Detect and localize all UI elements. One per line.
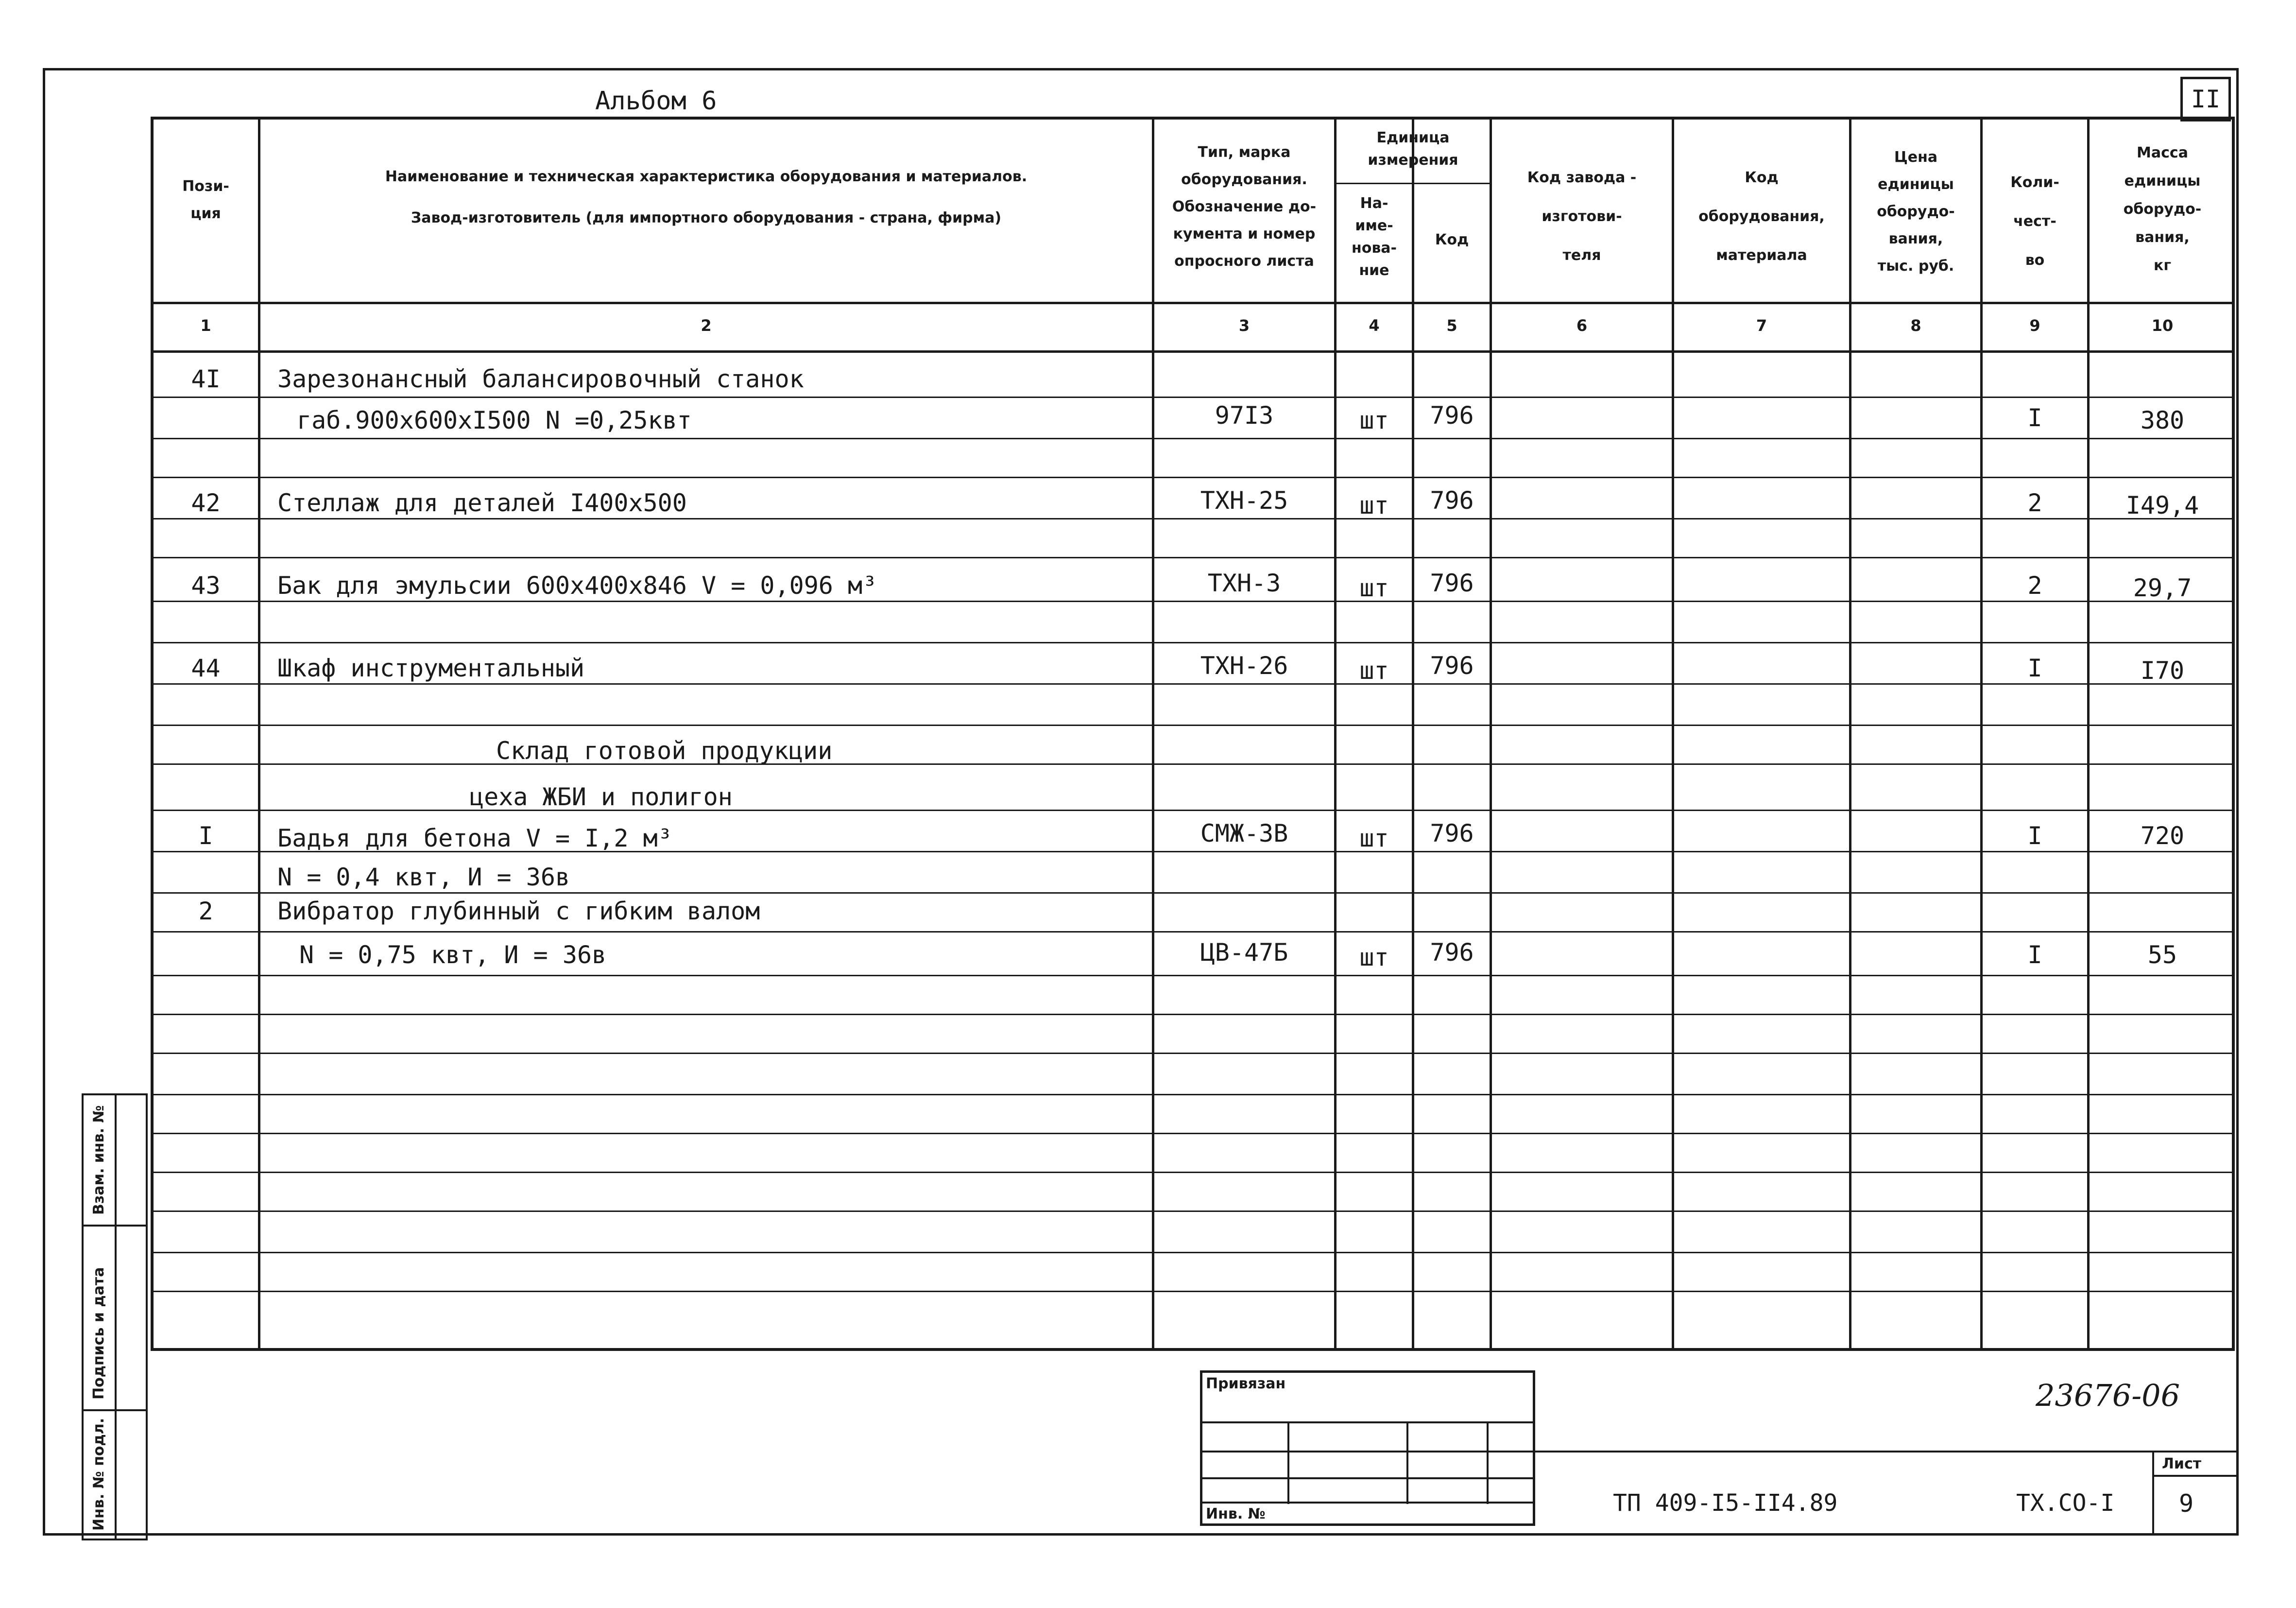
header-type: Тип, марка оборудования. Обозначение до- кумента и номер опросного листа bbox=[1172, 144, 1317, 270]
col-line-4 bbox=[1412, 120, 1414, 1351]
row-grid-line-10 bbox=[154, 810, 2235, 811]
header-quantity: Коли- чест- во bbox=[2010, 174, 2059, 269]
stamp-line-1 bbox=[1200, 1421, 1535, 1423]
row-3-mass: 29,7 bbox=[2133, 574, 2192, 602]
header-unit: Единица измерения bbox=[1368, 129, 1458, 169]
stamp-vline-3 bbox=[1487, 1421, 1489, 1504]
row-10-name: N = 0,75 квт, И = 36в bbox=[299, 941, 607, 969]
stamp-vline-1 bbox=[1287, 1421, 1289, 1504]
header-factory-code: Код завода - изготови- теля bbox=[1527, 169, 1637, 264]
colnum-4: 4 bbox=[1369, 316, 1380, 335]
row-4-qty: I bbox=[2027, 654, 2042, 682]
col-line-1 bbox=[258, 120, 260, 1351]
side-label-inv-podl: Инв. № подл. bbox=[90, 1418, 107, 1531]
row-1-type: 97I3 bbox=[1215, 401, 1274, 430]
row-grid-line-20 bbox=[154, 1210, 2235, 1212]
stamp-sheet-label: Лист bbox=[2162, 1455, 2202, 1472]
colnum-2: 2 bbox=[701, 316, 712, 335]
row-10-qty: I bbox=[2027, 941, 2042, 969]
col-line-7 bbox=[1849, 120, 1851, 1351]
row-grid-line-9 bbox=[154, 763, 2235, 765]
row-10-mass: 55 bbox=[2147, 941, 2177, 969]
side-label-podpis: Подпись и дата bbox=[90, 1267, 107, 1400]
row-7-name: Бадья для бетона V = I,2 м³ bbox=[277, 824, 672, 852]
row-grid-line-22 bbox=[154, 1291, 2235, 1292]
row-4-name: Шкаф инструментальный bbox=[277, 654, 585, 682]
colnum-6: 6 bbox=[1576, 316, 1588, 335]
row-2-pos: 42 bbox=[191, 489, 221, 517]
row-grid-line-7 bbox=[154, 683, 2235, 685]
side-label-vzam: Взам. инв. № bbox=[90, 1105, 107, 1215]
stamp-line-4 bbox=[1200, 1502, 1535, 1504]
colnum-1: 1 bbox=[200, 316, 211, 335]
row-9-pos: 2 bbox=[198, 897, 213, 925]
row-10-type: ЦВ-47Б bbox=[1200, 938, 1288, 967]
header-unit-name: На- име- нова- ние bbox=[1351, 195, 1397, 279]
row-grid-line-13 bbox=[154, 931, 2235, 933]
row-0-name: Зарезонансный балансировочный станок bbox=[277, 365, 804, 393]
stamp-doc-code: ТП 409-I5-II4.89 bbox=[1613, 1489, 1838, 1517]
album-title: Альбом 6 bbox=[595, 86, 717, 116]
row-grid-line-5 bbox=[154, 601, 2235, 602]
row-grid-line-4 bbox=[154, 557, 2235, 558]
row-10-unit: шт bbox=[1359, 943, 1389, 971]
colnum-10: 10 bbox=[2151, 316, 2174, 335]
header-equipment-code: Код оборудования, материала bbox=[1698, 169, 1825, 264]
row-7-qty: I bbox=[2027, 822, 2042, 850]
header-position: Пози- ция bbox=[182, 178, 229, 222]
row-grid-line-21 bbox=[154, 1252, 2235, 1253]
row-grid-line-19 bbox=[154, 1172, 2235, 1173]
row-7-mass: 720 bbox=[2140, 822, 2185, 850]
row-grid-line-8 bbox=[154, 725, 2235, 726]
row-7-type: СМЖ-3В bbox=[1200, 819, 1288, 847]
header-unit-code: Код bbox=[1435, 231, 1469, 248]
row-grid-line-6 bbox=[154, 642, 2235, 643]
row-4-type: ТХН-26 bbox=[1200, 652, 1288, 680]
row-7-unit: шт bbox=[1359, 824, 1389, 852]
row-grid-line-0 bbox=[154, 397, 2235, 398]
row-1-name: габ.900х600хI500 N =0,25квт bbox=[297, 406, 692, 434]
row-2-unit: шт bbox=[1359, 491, 1389, 519]
col-line-9 bbox=[2087, 120, 2090, 1351]
header-name-line2: Завод-изготовитель (для импортного оборудования - страна, фирма) bbox=[411, 209, 1002, 226]
row-1-qty: I bbox=[2027, 404, 2042, 432]
side-strip-divider bbox=[115, 1093, 117, 1540]
header-price: Цена единицы оборудо- вания, тыс. руб. bbox=[1877, 149, 1955, 275]
colnum-bottom-line bbox=[154, 350, 2235, 353]
stamp-line-3 bbox=[1200, 1477, 1535, 1479]
unit-header-split bbox=[1334, 183, 1492, 184]
row-7-code: 796 bbox=[1430, 819, 1474, 847]
colnum-3: 3 bbox=[1238, 316, 1250, 335]
stamp-vline-2 bbox=[1406, 1421, 1408, 1504]
colnum-5: 5 bbox=[1446, 316, 1457, 335]
row-grid-line-14 bbox=[154, 975, 2235, 976]
handwritten-number: 23676-06 bbox=[2036, 1378, 2180, 1413]
side-strip-line-1 bbox=[82, 1225, 148, 1227]
row-1-unit: шт bbox=[1359, 406, 1389, 434]
stamp-sheet-number: 9 bbox=[2179, 1489, 2194, 1518]
row-7-pos: I bbox=[198, 822, 213, 850]
row-3-unit: шт bbox=[1359, 574, 1389, 602]
row-2-qty: 2 bbox=[2027, 489, 2042, 517]
row-3-type: ТХН-3 bbox=[1207, 569, 1281, 597]
row-10-code: 796 bbox=[1430, 938, 1474, 967]
row-4-mass: I70 bbox=[2140, 657, 2185, 685]
side-strip-line-2 bbox=[82, 1409, 148, 1411]
row-0-pos: 4I bbox=[191, 365, 221, 393]
row-2-name: Стеллаж для деталей I400х500 bbox=[277, 489, 687, 517]
sheet-corner-number: II bbox=[2180, 77, 2231, 121]
stamp-sheet-vline bbox=[2152, 1451, 2154, 1536]
row-grid-line-15 bbox=[154, 1014, 2235, 1015]
row-8-name: N = 0,4 квт, И = 36в bbox=[277, 863, 570, 891]
row-4-unit: шт bbox=[1359, 657, 1389, 685]
stamp-main-top-line bbox=[1535, 1451, 2239, 1452]
col-line-5 bbox=[1490, 120, 1492, 1351]
col-line-2 bbox=[1152, 120, 1154, 1351]
stamp-privyazan-label: Привязан bbox=[1206, 1375, 1286, 1392]
row-grid-line-17 bbox=[154, 1094, 2235, 1095]
stamp-sheet-hline bbox=[2152, 1475, 2239, 1477]
row-2-type: ТХН-25 bbox=[1200, 486, 1288, 515]
row-9-name: Вибратор глубинный с гибким валом bbox=[277, 897, 760, 925]
row-grid-line-18 bbox=[154, 1133, 2235, 1134]
row-3-pos: 43 bbox=[191, 571, 221, 600]
col-line-6 bbox=[1672, 120, 1674, 1351]
section-heading-line1: Склад готовой продукции bbox=[496, 737, 833, 765]
specification-table bbox=[151, 117, 2235, 1351]
colnum-9: 9 bbox=[2029, 316, 2040, 335]
row-1-code: 796 bbox=[1430, 401, 1474, 430]
col-line-8 bbox=[1980, 120, 1983, 1351]
colnum-7: 7 bbox=[1756, 316, 1767, 335]
row-2-mass: I49,4 bbox=[2125, 491, 2199, 519]
row-3-name: Бак для эмульсии 600х400х846 V = 0,096 м³ bbox=[277, 571, 877, 600]
row-grid-line-16 bbox=[154, 1053, 2235, 1054]
row-grid-line-12 bbox=[154, 892, 2235, 894]
row-1-mass: 380 bbox=[2140, 406, 2185, 434]
row-2-code: 796 bbox=[1430, 486, 1474, 515]
stamp-inv-label: Инв. № bbox=[1206, 1505, 1266, 1522]
row-3-code: 796 bbox=[1430, 569, 1474, 597]
stamp-line-2 bbox=[1200, 1451, 1535, 1452]
row-3-qty: 2 bbox=[2027, 571, 2042, 600]
header-name-line1: Наименование и техническая характеристика оборудования и материалов. bbox=[385, 168, 1028, 185]
stamp-drawing-code: ТХ.СО-I bbox=[2016, 1489, 2115, 1517]
header-bottom-line bbox=[154, 302, 2235, 304]
row-4-pos: 44 bbox=[191, 654, 221, 682]
colnum-8: 8 bbox=[1910, 316, 1921, 335]
header-mass: Масса единицы оборудо- вания, кг bbox=[2123, 144, 2202, 274]
row-grid-line-1 bbox=[154, 438, 2235, 439]
col-line-3 bbox=[1334, 120, 1336, 1351]
section-heading-line2: цеха ЖБИ и полигон bbox=[469, 783, 733, 811]
row-grid-line-2 bbox=[154, 477, 2235, 478]
row-grid-line-3 bbox=[154, 518, 2235, 519]
row-4-code: 796 bbox=[1430, 652, 1474, 680]
